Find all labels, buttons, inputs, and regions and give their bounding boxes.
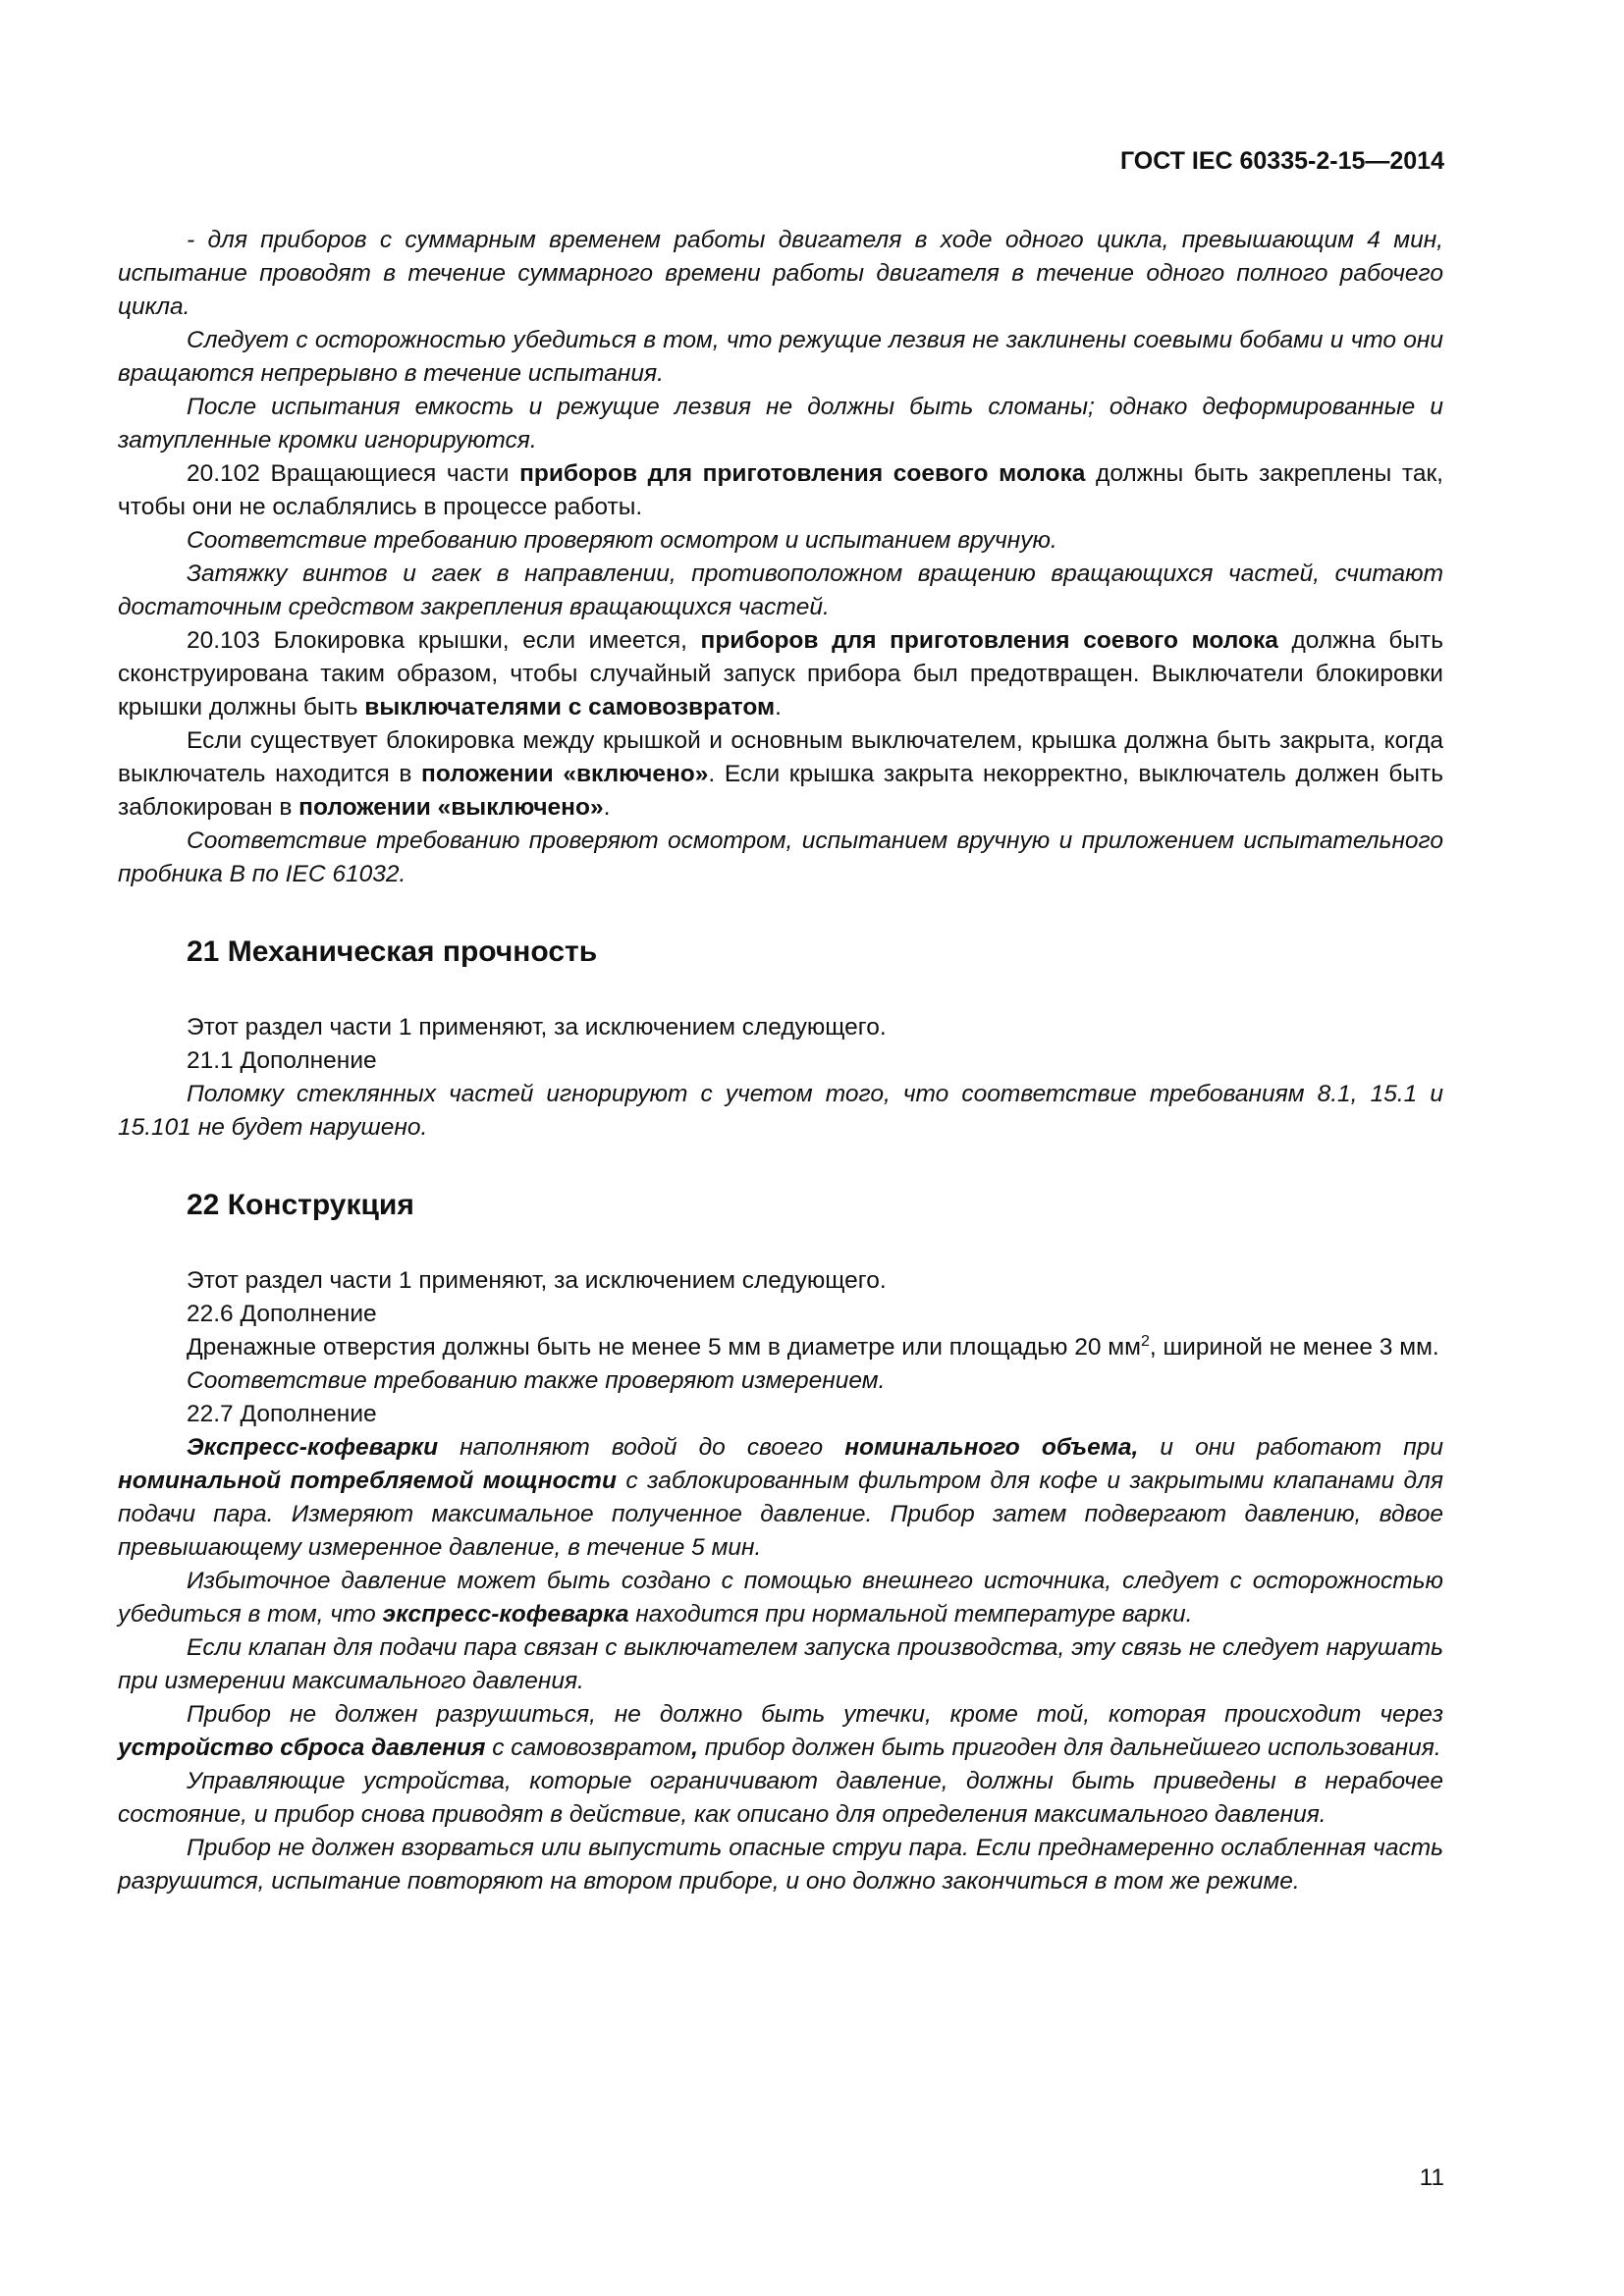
text-run: 20.102 Вращающиеся части: [187, 460, 520, 487]
defined-term: положении «выключено»: [298, 794, 604, 821]
section-22-heading: 22 Конструкция: [187, 1189, 414, 1221]
paragraph: Если клапан для подачи пара связан с выключателем запуска производства, эту связь не следует нарушать при измерении максимального давления.: [118, 1634, 1443, 1694]
text-run: .: [603, 794, 611, 821]
text-run: прибор должен быть пригоден для дальнейшего использования.: [697, 1735, 1441, 1761]
defined-term: приборов для приготовления соевого молока: [519, 460, 1086, 487]
text-run: Прибор не должен разрушиться, не должно быть утечки, кроме той, которая происходит через: [187, 1701, 1443, 1728]
paragraph: Соответствие требованию проверяют осмотром, испытанием вручную и приложением испытательного пробника B по IEC 61032.: [118, 828, 1443, 887]
text-run: ,: [691, 1735, 698, 1761]
paragraph: Этот раздел части 1 применяют, за исключением следующего.: [187, 1014, 887, 1041]
defined-term: приборов для приготовления соевого молока: [700, 627, 1278, 654]
text-run: должна быть сконструирована таким образом, чтобы случайный запуск прибора был предотвращен. Выключатели блокировки крышки должны быть: [118, 627, 1443, 721]
paragraph: Соответствие требованию также проверяют измерением.: [187, 1367, 886, 1394]
clause-20-102: [118, 457, 1443, 524]
defined-term: выключателями с самовозвратом: [364, 694, 776, 721]
paragraph: [118, 1698, 1443, 1765]
defined-term: устройство сброса давления: [118, 1735, 486, 1761]
paragraph: После испытания емкость и режущие лезвия не должны быть сломаны; однако деформированные и затупленные кромки игнорируются.: [118, 394, 1443, 454]
clause-22-6: 22.6 Дополнение: [187, 1301, 377, 1327]
text-run: 20.103 Блокировка крышки, если имеется,: [187, 627, 701, 654]
paragraph: Следует с осторожностью убедиться в том, что режущие лезвия не заклинены соевыми бобами и что они вращаются непрерывно в течение испытания.: [118, 327, 1443, 387]
paragraph: Прибор не должен взорваться или выпустить опасные струи пара. Если преднамеренно ослабленная часть разрушится, испытание повторяют на втором приборе, и оно должно закончиться в том же режиме.: [118, 1835, 1443, 1895]
defined-term: номинальной потребляемой мощности: [118, 1468, 617, 1494]
text-run: находится при нормальной температуре варки.: [628, 1601, 1193, 1628]
paragraph: Этот раздел части 1 применяют, за исключением следующего.: [187, 1267, 887, 1294]
clause-22-7: 22.7 Дополнение: [187, 1401, 377, 1427]
paragraph: Поломку стеклянных частей игнорируют с учетом того, что соответствие требованиям 8.1, 15.1 и 15.101 не будет нарушено.: [118, 1081, 1443, 1141]
text-run: Если существует блокировка между крышкой и основным выключателем, крышка должна быть закрыта, когда выключатель находится в: [118, 727, 1443, 787]
paragraph: [118, 724, 1443, 825]
section-21-heading: 21 Механическая прочность: [187, 935, 598, 968]
paragraph: Соответствие требованию проверяют осмотром и испытанием вручную.: [187, 527, 1057, 554]
text-run: . Если крышка закрыта некорректно, выключатель должен быть заблокирован в: [118, 761, 1443, 821]
paragraph: Затяжку винтов и гаек в направлении, противоположном вращению вращающихся частей, считают достаточным средством закрепления вращающихся частей.: [118, 561, 1443, 620]
paragraph: - для приборов с суммарным временем работы двигателя в ходе одного цикла, превышающим 4 мин, испытание проводят в течение суммарного времени работы двигателя в течение одного полного рабочего цикла.: [118, 227, 1443, 320]
text-run: с заблокированным фильтром для кофе и закрытыми клапанами для подачи пара. Измеряют максимальное полученное давление. Прибор затем подвергают давлению, вдвое превышающему измеренное давление, в течение 5 мин.: [118, 1468, 1443, 1561]
defined-term: номинального объема,: [844, 1434, 1139, 1461]
page-body: [118, 224, 1443, 1898]
defined-term: Экспресс-кофеварки: [187, 1434, 439, 1461]
clause-21-1: 21.1 Дополнение: [187, 1047, 377, 1074]
superscript: 2: [1140, 1332, 1150, 1350]
defined-term: положении «включено»: [421, 761, 709, 787]
document-header: ГОСТ IEC 60335-2-15—2014: [1119, 147, 1444, 175]
page-number: 11: [1419, 2164, 1444, 2191]
text-run: и они работают при: [1138, 1434, 1443, 1461]
text-run: , шириной не менее 3 мм.: [1149, 1334, 1439, 1361]
text-run: Избыточное давление может быть создано с помощью внешнего источника, следует с осторожностью убедиться в том, что: [118, 1568, 1443, 1628]
paragraph: [118, 1331, 1443, 1364]
paragraph: Управляющие устройства, которые ограничивают давление, должны быть приведены в нерабочее состояние, и прибор снова приводят в действие, как описано для определения максимального давления.: [118, 1768, 1443, 1828]
defined-term: экспресс-кофеварка: [382, 1601, 629, 1628]
text-run: наполняют водой до своего: [438, 1434, 845, 1461]
text-run: с самовозвратом: [485, 1735, 692, 1761]
paragraph: [118, 1431, 1443, 1565]
clause-20-103: [118, 624, 1443, 724]
text-run: Дренажные отверстия должны быть не менее 5 мм в диаметре или площадью 20 мм: [187, 1334, 1141, 1361]
text-run: .: [775, 694, 782, 721]
paragraph: [118, 1565, 1443, 1631]
text-run: должны быть закреплены так, чтобы они не ослаблялись в процессе работы.: [118, 460, 1443, 520]
